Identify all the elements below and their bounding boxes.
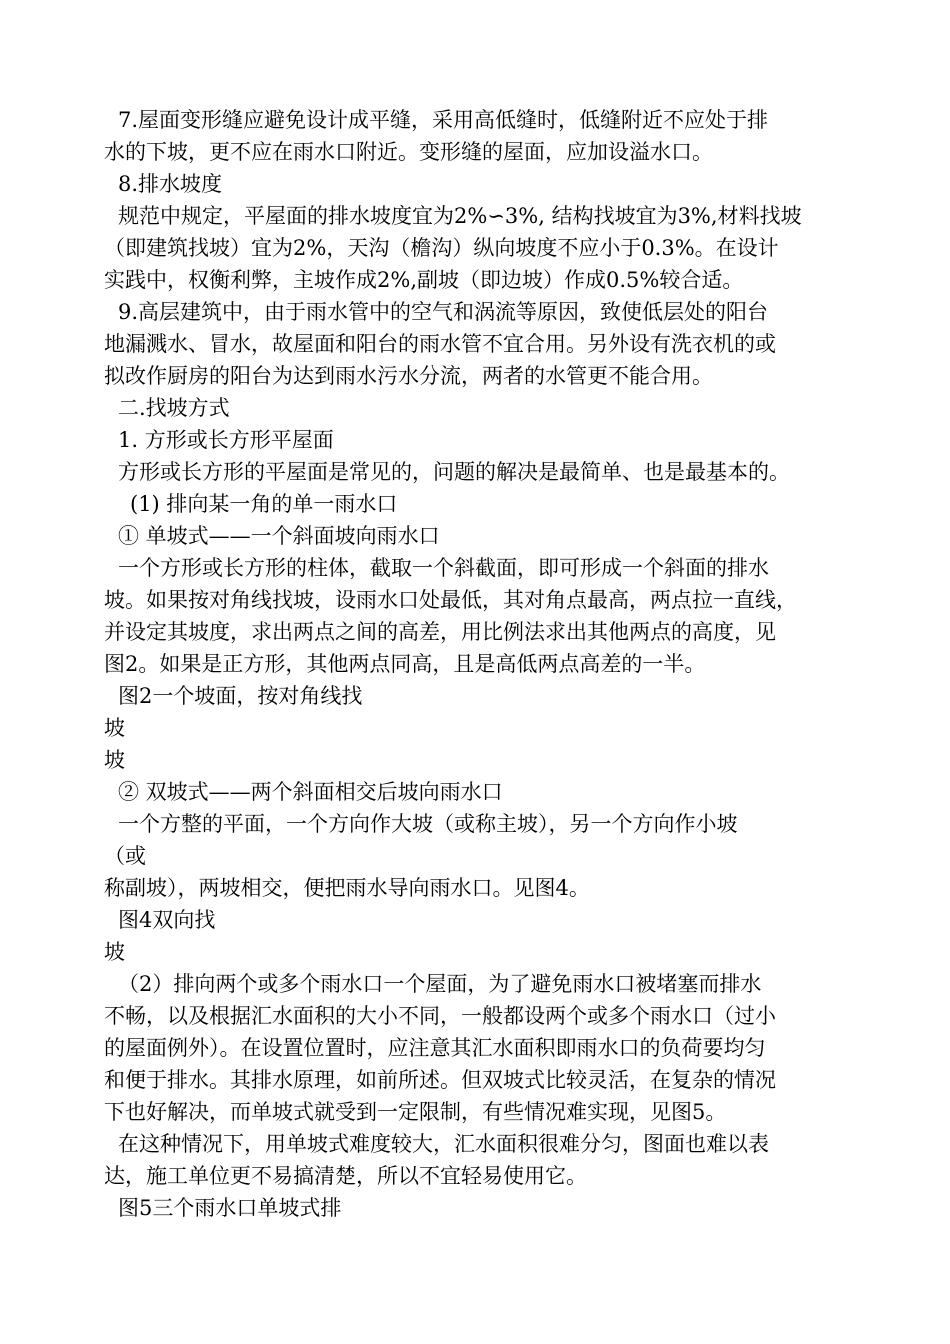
figure-caption: 图2一个坡面，按对角线找 <box>118 684 363 708</box>
section-heading: 8.排水坡度 <box>118 172 223 196</box>
section-heading: 二.找坡方式 <box>118 396 230 420</box>
text-line: 一个方整的平面，一个方向作大坡（或称主坡），另一个方向作小坡 <box>118 812 738 836</box>
text-line: 实践中，权衡利弊，主坡作成2%,副坡（即边坡）作成0.5%较合适。 <box>104 268 744 292</box>
text-line: 和便于排水。其排水原理，如前所述。但双坡式比较灵活，在复杂的情况 <box>104 1068 776 1092</box>
text-line: 不畅，以及根据汇水面积的大小不同，一般都设两个或多个雨水口（过小 <box>104 1004 776 1028</box>
figure-caption: 图4双向找 <box>118 908 216 932</box>
section-heading: (1) 排向某一角的单一雨水口 <box>130 492 398 516</box>
text-line: 一个方形或长方形的柱体，截取一个斜截面，即可形成一个斜面的排水 <box>118 556 769 580</box>
text-line: （或 <box>104 844 146 868</box>
text-line: 的屋面例外）。在设置位置时，应注意其汇水面积即雨水口的负荷要均匀 <box>104 1036 766 1060</box>
section-heading: 1. 方形或长方形平屋面 <box>118 428 334 452</box>
text-line: （即建筑找坡）宜为2%，天沟（檐沟）纵向坡度不应小于0.3%。在设计 <box>104 236 779 260</box>
text-line: 下也好解决，而单坡式就受到一定限制，有些情况难实现，见图5。 <box>104 1100 727 1124</box>
text-line: 拟改作厨房的阳台为达到雨水污水分流，两者的水管更不能合用。 <box>104 364 713 388</box>
section-heading: ② 双坡式——两个斜面相交后坡向雨水口 <box>118 780 503 804</box>
text-line: 并设定其坡度，求出两点之间的高差，用比例法求出其他两点的高度，见 <box>104 620 776 644</box>
text-line: 在这种情况下，用单坡式难度较大，汇水面积很难分匀，图面也难以表 <box>118 1132 769 1156</box>
figure-caption: 坡 <box>104 748 125 772</box>
figure-caption: 图5三个雨水口单坡式排 <box>118 1196 342 1220</box>
section-heading: ① 单坡式——一个斜面坡向雨水口 <box>118 524 440 548</box>
text-line: 9.高层建筑中，由于雨水管中的空气和涡流等原因，致使低层处的阳台 <box>118 300 769 324</box>
figure-caption: 坡 <box>104 716 125 740</box>
text-line: 水的下坡，更不应在雨水口附近。变形缝的屋面，应加设溢水口。 <box>104 140 713 164</box>
text-line: 地漏溅水、冒水，故屋面和阳台的雨水管不宜合用。另外设有洗衣机的或 <box>104 332 776 356</box>
figure-caption: 坡 <box>104 940 125 964</box>
text-line: 达，施工单位更不易搞清楚，所以不宜轻易使用它。 <box>104 1164 587 1188</box>
text-line: 7.屋面变形缝应避免设计成平缝，采用高低缝时，低缝附近不应处于排 <box>118 108 769 132</box>
text-line: 称副坡），两坡相交，便把雨水导向雨水口。见图4。 <box>104 876 590 900</box>
text-line: （2）排向两个或多个雨水口一个屋面，为了避免雨水口被堵塞而排水 <box>118 972 762 996</box>
text-line: 规范中规定，平屋面的排水坡度宜为2%∽3%, 结构找坡宜为3%,材料找坡 <box>118 204 802 228</box>
text-line: 图2。如果是正方形，其他两点同高，且是高低两点高差的一半。 <box>104 652 706 676</box>
text-line: 方形或长方形的平屋面是常见的，问题的解决是最简单、也是最基本的。 <box>118 460 790 484</box>
text-line: 坡。如果按对角线找坡，设雨水口处最低，其对角点最高，两点拉一直线， <box>104 588 797 612</box>
